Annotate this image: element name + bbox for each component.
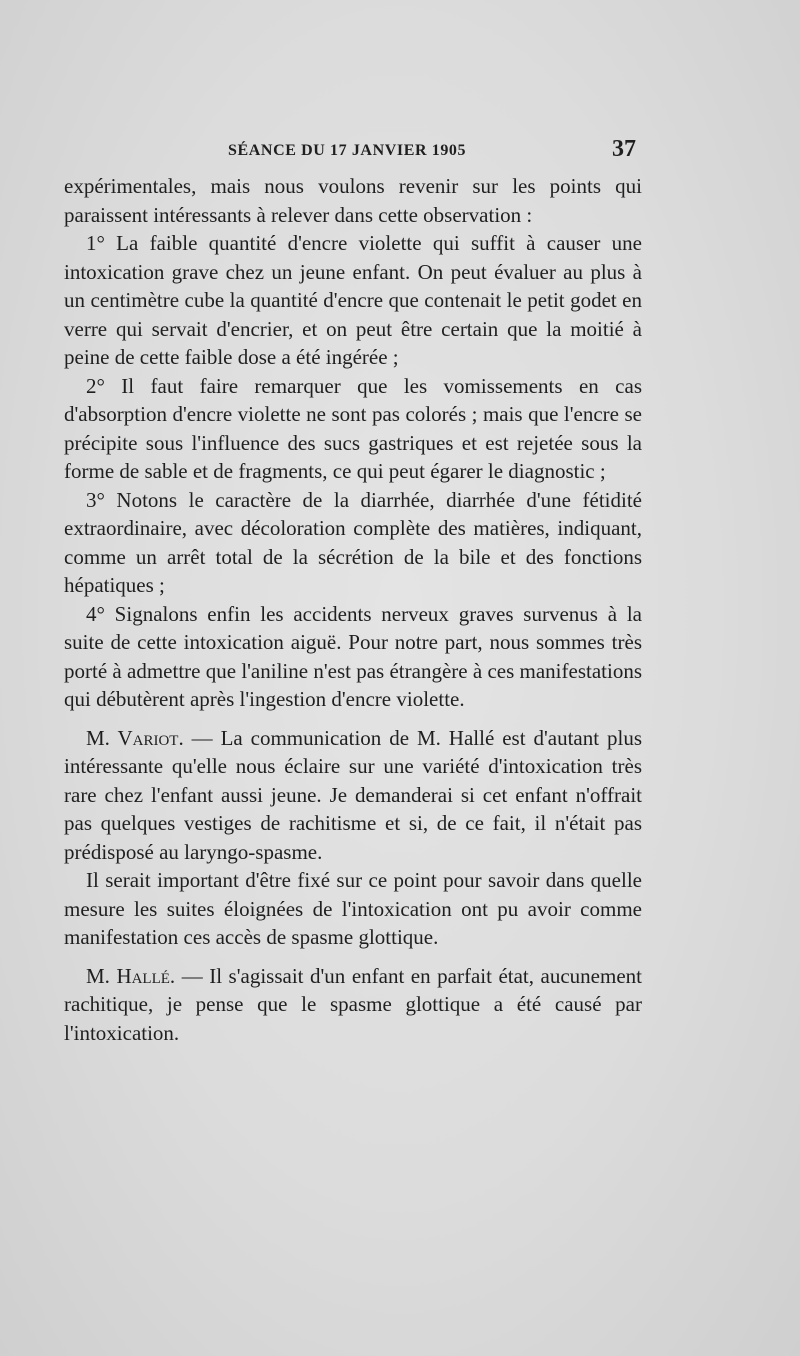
- paragraph-point-2: [64, 372, 642, 486]
- paragraph-point-3: [64, 486, 642, 600]
- paragraph-point-4: [64, 600, 642, 714]
- speaker-name: M. Hallé.: [86, 963, 176, 988]
- page-number: 37: [612, 136, 636, 162]
- paragraph-text: 2° Il faut faire remarquer que les vomissements en cas d'absorption d'encre violette ne sont pas colorés ; mais que l'encre se précipite sous l'influence des sucs gastriques et est rejetée sous la forme de sable et de fragments, ce qui peut égarer le diagnostic ;: [64, 373, 642, 483]
- paragraph-text: 4° Signalons enfin les accidents nerveux graves survenus à la suite de cette intoxication aiguë. Pour notre part, nous sommes très porté à admettre que l'aniline n'est pas étrangère à ces manifestations qui débutèrent après l'ingestion d'encre violette.: [64, 601, 642, 711]
- speaker-name: M. Variot.: [86, 725, 184, 750]
- paragraph-variot-continued: [64, 866, 642, 952]
- paragraph-text: 3° Notons le caractère de la diarrhée, diarrhée d'une fétidité extraordinaire, avec décoloration complète des matières, indiquant, comme un arrêt total de la sécrétion de la bile et des fonctions hépatiques ;: [64, 487, 642, 597]
- paragraph-text: — La communication de M. Hallé est d'autant plus intéressante qu'elle nous éclaire sur une variété d'intoxication très rare chez l'enfant aussi jeune. Je demanderai si cet enfant n'offrait pas quelques vestiges de rachitisme et si, de ce fait, il n'était pas prédisposé au laryngo-spasme.: [64, 725, 642, 864]
- body-text: [64, 172, 642, 1047]
- paragraph-text: — Il s'agissait d'un enfant en parfait état, aucunement rachitique, je pense que le spasme glottique a été causé par l'intoxication.: [64, 963, 642, 1045]
- running-head: [0, 138, 800, 168]
- paragraph-text: Il serait important d'être fixé sur ce point pour savoir dans quelle mesure les suites éloignées de l'intoxication ont pu avoir comme manifestation ces accès de spasme glottique.: [64, 868, 642, 949]
- paragraph-intro: [64, 172, 642, 229]
- paragraph-text: expérimentales, mais nous voulons revenir sur les points qui paraissent intéressants à relever dans cette observation :: [64, 174, 642, 227]
- paragraph-halle: [64, 962, 642, 1048]
- paragraph-point-1: [64, 229, 642, 372]
- paragraph-text: 1° La faible quantité d'encre violette qui suffit à causer une intoxication grave chez un jeune enfant. On peut évaluer au plus à un centimètre cube la quantité d'encre que contenait le petit godet en verre qui servait d'encrier, et on peut être certain que la moitié à peine de cette faible dose a été ingérée ;: [64, 231, 642, 369]
- running-head-title: SÉANCE DU 17 JANVIER 1905: [228, 142, 467, 159]
- paragraph-variot: [64, 724, 642, 867]
